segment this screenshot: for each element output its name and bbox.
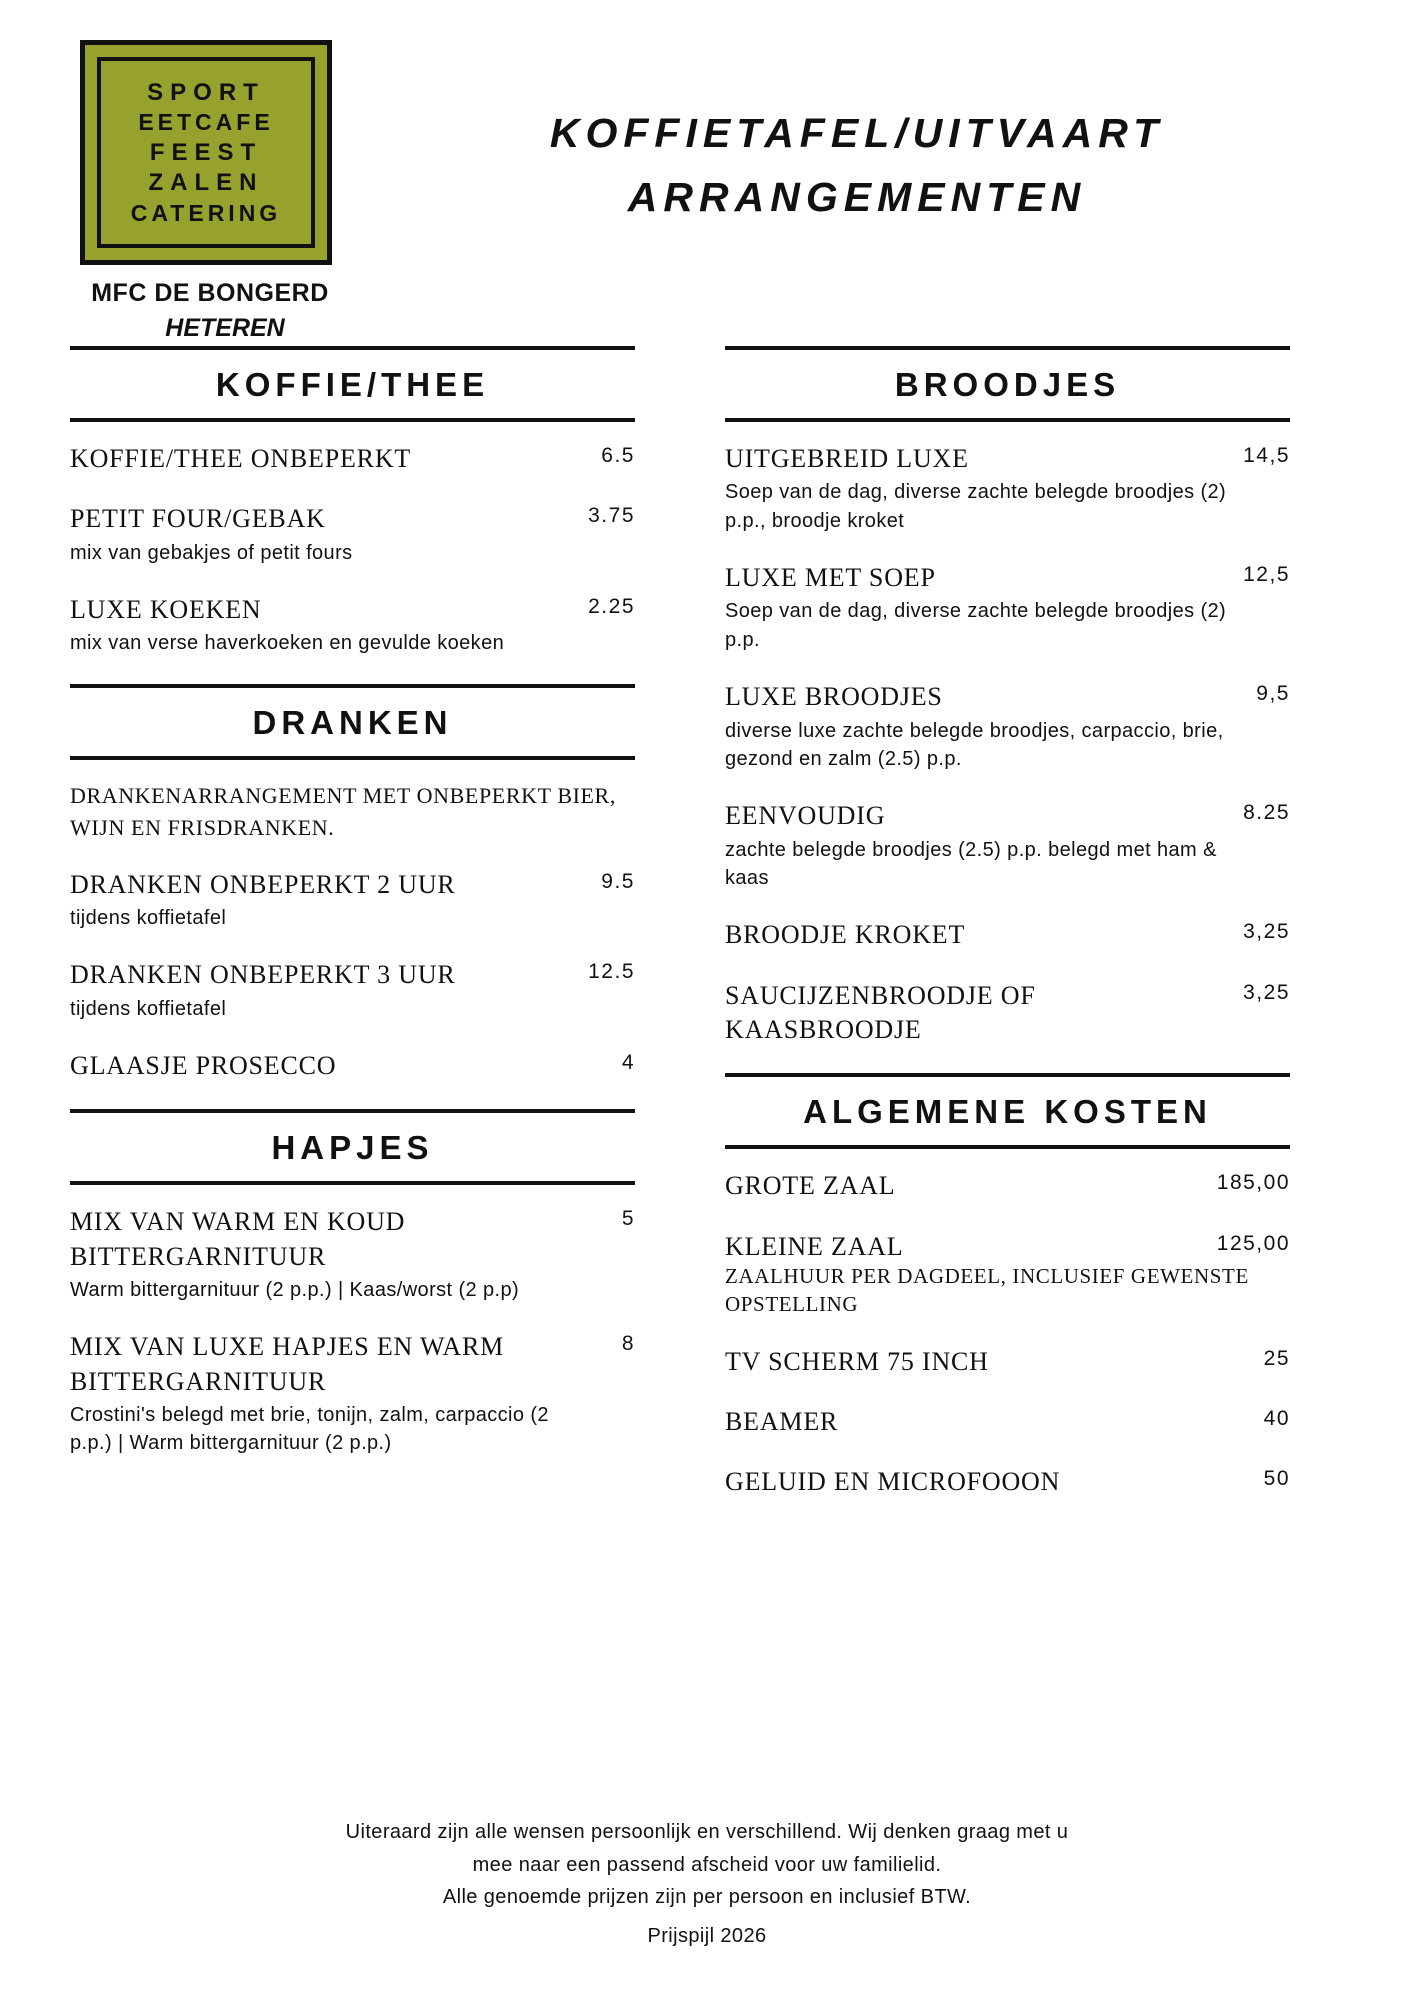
menu-item xyxy=(725,1230,1290,1319)
item-name: GELUID EN MICROFOOON xyxy=(725,1467,1061,1497)
item-price: 14,5 xyxy=(1243,444,1290,467)
item-price: 40 xyxy=(1263,1406,1290,1430)
item-description: Soep van de dag, diverse zachte belegde broodjes (2) p.p. xyxy=(725,600,1227,651)
item-description: tijdens koffietafel xyxy=(70,906,227,929)
menu-item xyxy=(70,868,635,933)
item-price: 3.75 xyxy=(588,504,635,528)
zaalhuur-note: ZAALHUUR PER DAGDEEL, INCLUSIEF GEWENSTE OPSTELLING xyxy=(725,1263,1249,1317)
page-title: KOFFIETAFEL/UITVAART xyxy=(549,110,1165,156)
item-name: MIX VAN WARM EN KOUD BITTERGARNITUUR xyxy=(70,1207,406,1271)
logo-line: EETCAFE xyxy=(138,109,274,136)
item-name: DRANKEN ONBEPERKT 3 UUR xyxy=(70,960,456,990)
venue-name: MFC DE BONGERD xyxy=(91,279,329,307)
menu-item xyxy=(70,593,635,658)
menu-item xyxy=(725,1405,1290,1439)
item-name: UITGEBREID LUXE xyxy=(725,444,969,473)
item-description: Soep van de dag, diverse zachte belegde broodjes (2) p.p., broodje kroket xyxy=(725,481,1227,532)
logo-line: ZALEN xyxy=(148,169,264,197)
right-column xyxy=(725,346,1290,1526)
logo-line: SPORT xyxy=(147,78,265,106)
section-dranken xyxy=(70,684,635,1084)
item-description: Warm bittergarnituur (2 p.p.) | Kaas/worst (2 p.p) xyxy=(70,1278,520,1301)
item-name: DRANKEN ONBEPERKT 2 UUR xyxy=(70,869,456,899)
section-title: BROODJES xyxy=(894,366,1121,403)
menu-item xyxy=(725,561,1290,654)
item-price: 3,25 xyxy=(1243,920,1290,944)
left-column xyxy=(70,346,635,1526)
item-description: mix van verse haverkoeken en gevulde koeken xyxy=(70,632,505,655)
item-list xyxy=(70,422,635,658)
item-price: 9,5 xyxy=(1256,682,1290,706)
title-block xyxy=(370,40,1344,229)
logo-inner xyxy=(97,57,315,248)
item-price: 9.5 xyxy=(601,869,635,893)
section-hapjes xyxy=(70,1109,635,1457)
menu-columns xyxy=(70,346,1344,1526)
item-price: 50 xyxy=(1263,1467,1290,1491)
item-name: LUXE MET SOEP xyxy=(725,563,936,593)
section-koffie-thee xyxy=(70,346,635,658)
menu-item xyxy=(70,502,635,567)
venue-city: HETEREN xyxy=(165,314,285,342)
menu-item xyxy=(725,442,1290,535)
item-price: 185,00 xyxy=(1216,1171,1290,1195)
logo xyxy=(80,40,332,265)
item-price: 12.5 xyxy=(588,960,635,984)
item-description: Crostini's belegd met brie, tonijn, zalm, carpaccio (2 p.p.) | Warm bittergarnituur (2 p.p.) xyxy=(70,1403,549,1455)
item-list xyxy=(70,1185,635,1457)
menu-item xyxy=(70,1049,635,1083)
item-name: PETIT FOUR/GEBAK xyxy=(70,504,326,534)
menu-item xyxy=(725,1345,1290,1379)
item-price: 25 xyxy=(1263,1346,1290,1370)
item-price: 8 xyxy=(621,1332,635,1356)
item-price: 125,00 xyxy=(1216,1231,1290,1255)
brand-block xyxy=(70,40,340,343)
item-name: KLEINE ZAAL xyxy=(725,1231,904,1261)
section-note: DRANKENARRANGEMENT MET ONBEPERKT BIER, WIJN EN FRISDRANKEN. xyxy=(70,782,616,840)
item-name: GROTE ZAAL xyxy=(725,1171,896,1201)
menu-item xyxy=(725,799,1290,892)
menu-item xyxy=(725,1169,1290,1203)
item-price: 5 xyxy=(621,1207,635,1231)
price-year: Prijspijl 2026 xyxy=(647,1924,767,1947)
item-price: 4 xyxy=(621,1050,635,1074)
item-list xyxy=(70,760,635,1084)
item-price: 2.25 xyxy=(588,595,635,619)
menu-item xyxy=(70,442,635,476)
page-footer xyxy=(0,1816,1414,1952)
page-header xyxy=(70,40,1344,340)
section-algemene-kosten xyxy=(725,1073,1290,1499)
item-description: zachte belegde broodjes (2.5) p.p. belegd met ham & kaas xyxy=(725,838,1217,889)
section-title: HAPJES xyxy=(271,1129,434,1167)
menu-item xyxy=(725,1465,1290,1499)
footer-line: mee naar een passend afscheid voor uw familielid. xyxy=(472,1853,942,1876)
section-title: KOFFIE/THEE xyxy=(215,366,490,403)
logo-line: FEEST xyxy=(149,138,263,166)
section-title: DRANKEN xyxy=(252,703,453,741)
menu-item xyxy=(725,918,1290,952)
menu-item xyxy=(725,680,1290,773)
menu-item xyxy=(70,958,635,1023)
logo-line: CATERING xyxy=(130,199,282,226)
item-list xyxy=(725,422,1290,1047)
item-name: BROODJE KROKET xyxy=(725,920,966,950)
section-title: ALGEMENE KOSTEN xyxy=(803,1093,1212,1131)
item-price: 8.25 xyxy=(1243,801,1290,825)
item-list xyxy=(725,1149,1290,1499)
item-name: LUXE KOEKEN xyxy=(70,595,262,625)
item-name: KOFFIE/THEE ONBEPERKT xyxy=(70,444,412,473)
item-name: GLAASJE PROSECCO xyxy=(70,1050,337,1080)
page-title-second-line: ARRANGEMENTEN xyxy=(627,173,1087,220)
item-description: tijdens koffietafel xyxy=(70,997,227,1020)
item-description: mix van gebakjes of petit fours xyxy=(70,541,353,564)
item-name: LUXE BROODJES xyxy=(725,682,943,712)
item-name: MIX VAN LUXE HAPJES EN WARM BITTERGARNITUUR xyxy=(70,1332,505,1396)
item-price: 3,25 xyxy=(1243,980,1290,1004)
menu-item xyxy=(70,1330,635,1457)
item-name: TV SCHERM 75 INCH xyxy=(725,1346,989,1376)
item-description: diverse luxe zachte belegde broodjes, carpaccio, brie, gezond en zalm (2.5) p.p. xyxy=(725,719,1224,770)
menu-item xyxy=(70,1205,635,1304)
menu-item xyxy=(725,979,1290,1048)
item-price: 12,5 xyxy=(1243,563,1290,587)
footer-line: Uiteraard zijn alle wensen persoonlijk en verschillend. Wij denken graag met u xyxy=(345,1821,1069,1844)
item-name: SAUCIJZENBROODJE OF KAASBROODJE xyxy=(725,980,1036,1044)
footer-line: Alle genoemde prijzen zijn per persoon en inclusief BTW. xyxy=(442,1886,972,1909)
section-broodjes xyxy=(725,346,1290,1047)
item-name: EENVOUDIG xyxy=(725,801,886,831)
item-name: BEAMER xyxy=(725,1406,839,1436)
item-price: 6.5 xyxy=(601,444,635,467)
